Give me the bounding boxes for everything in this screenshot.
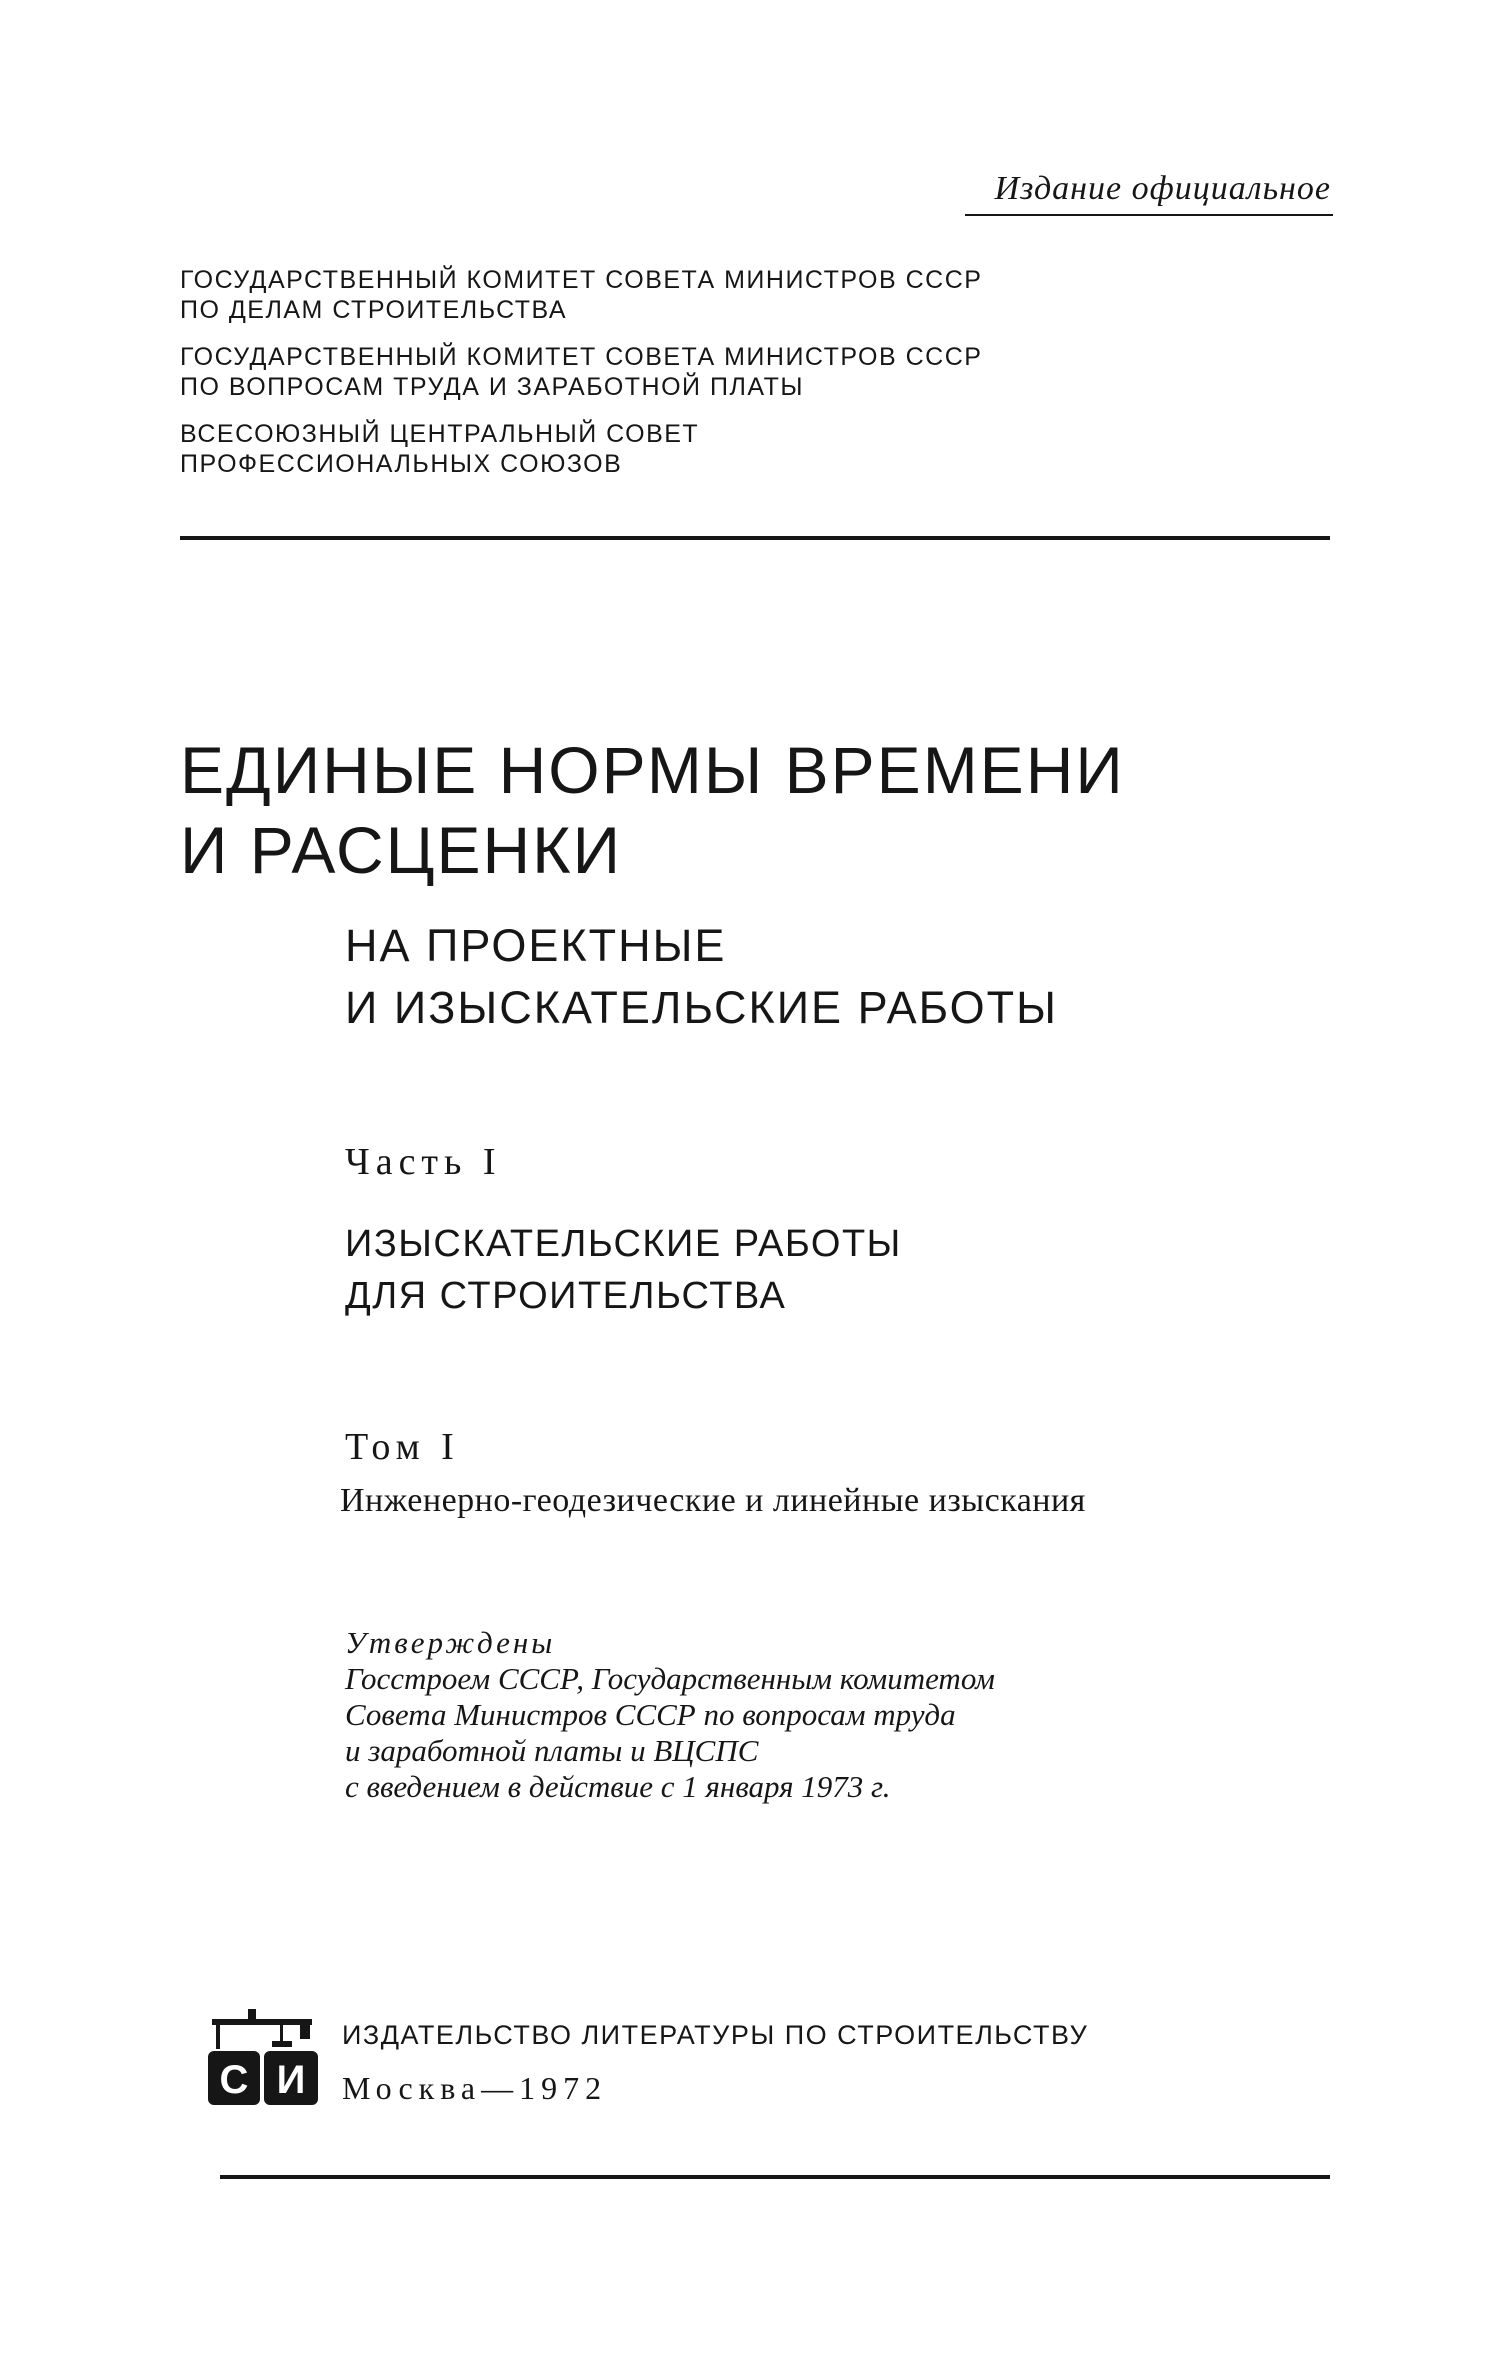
bottom-divider bbox=[220, 2175, 1330, 2179]
document-subtitle-line: НА ПРОЕКТНЫЕ bbox=[345, 920, 727, 971]
volume-label: Том I bbox=[345, 1426, 460, 1468]
organization-gosstroy bbox=[180, 265, 982, 325]
organization-line: ГОСУДАРСТВЕННЫЙ КОМИТЕТ СОВЕТА МИНИСТРОВ СССР bbox=[180, 343, 983, 371]
document-subtitle-line: И ИЗЫСКАТЕЛЬСКИЕ РАБОТЫ bbox=[345, 982, 1058, 1033]
part-title-line: ДЛЯ СТРОИТЕЛЬСТВА bbox=[345, 1275, 787, 1317]
approval-line: Утверждены bbox=[345, 1625, 556, 1660]
publisher-name: ИЗДАТЕЛЬСТВО ЛИТЕРАТУРЫ ПО СТРОИТЕЛЬСТВУ bbox=[342, 2020, 1089, 2050]
organization-goskomtrud bbox=[180, 342, 982, 402]
organizations-list bbox=[180, 265, 982, 496]
document-title-line: И РАСЦЕНКИ bbox=[180, 813, 623, 887]
approval-line: Совета Министров СССР по вопросам труда bbox=[345, 1697, 956, 1732]
logo-letter-i: И bbox=[276, 2058, 306, 2102]
organization-line: ВСЕСОЮЗНЫЙ ЦЕНТРАЛЬНЫЙ СОВЕТ bbox=[180, 420, 700, 448]
document-title bbox=[180, 730, 1125, 890]
organization-line: ГОСУДАРСТВЕННЫЙ КОМИТЕТ СОВЕТА МИНИСТРОВ СССР bbox=[180, 266, 983, 294]
part-title bbox=[345, 1218, 902, 1322]
official-edition-label: Издание официальное bbox=[994, 170, 1331, 207]
approval-note bbox=[345, 1625, 995, 1805]
official-edition-underline bbox=[965, 214, 1333, 216]
stroyizdat-logo-icon bbox=[200, 2005, 325, 2115]
organization-line: ПРОФЕССИОНАЛЬНЫХ СОЮЗОВ bbox=[180, 450, 623, 478]
approval-line: и заработной платы и ВЦСПС bbox=[345, 1733, 759, 1768]
document-title-line: ЕДИНЫЕ НОРМЫ ВРЕМЕНИ bbox=[180, 733, 1125, 807]
organization-line: ПО ВОПРОСАМ ТРУДА И ЗАРАБОТНОЙ ПЛАТЫ bbox=[180, 373, 804, 401]
part-title-line: ИЗЫСКАТЕЛЬСКИЕ РАБОТЫ bbox=[345, 1223, 902, 1265]
publisher-city-year: Москва—1972 bbox=[342, 2070, 608, 2106]
document-subtitle bbox=[345, 915, 1058, 1039]
approval-line: с введением в действие с 1 января 1973 г. bbox=[345, 1769, 891, 1804]
organization-vcsps bbox=[180, 419, 982, 479]
top-divider bbox=[180, 536, 1330, 540]
organization-line: ПО ДЕЛАМ СТРОИТЕЛЬСТВА bbox=[180, 296, 568, 324]
volume-title: Инженерно-геодезические и линейные изыскания bbox=[340, 1482, 1086, 1519]
logo-letter-s: С bbox=[219, 2058, 249, 2102]
approval-line: Госстроем СССР, Государственным комитетом bbox=[345, 1661, 995, 1696]
part-label: Часть I bbox=[345, 1141, 502, 1183]
